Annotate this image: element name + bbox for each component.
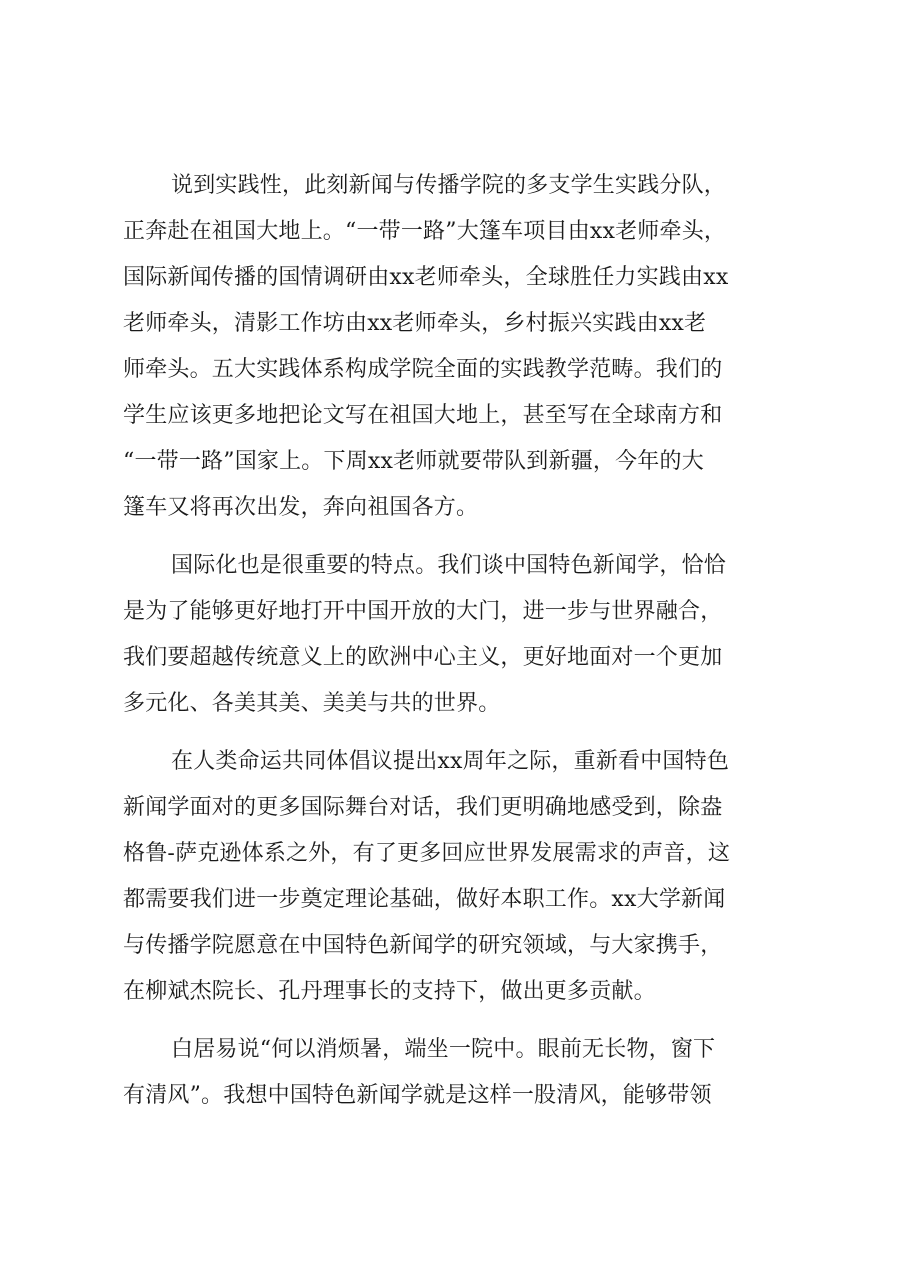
paragraph-1-line-4: 老师牵头，清影工作坊由xx老师牵头，乡村振兴实践由xx老	[123, 311, 707, 336]
paragraph-2-line-4: 多元化、各美其美、美美与共的世界。	[123, 691, 501, 716]
paragraph-4-line-2: 有清风”。我想中国特色新闻学就是这样一股清风，能够带领	[123, 1083, 712, 1108]
paragraph-3-line-3: 格鲁-萨克逊体系之外，有了更多回应世界发展需求的声音，这	[123, 841, 731, 866]
paragraph-2-line-1: 国际化也是很重要的特点。我们谈中国特色新闻学，恰恰	[171, 553, 727, 578]
paragraph-1-line-7: “一带一路”国家上。下周xx老师就要带队到新疆，今年的大	[123, 449, 704, 474]
paragraph-1-line-1: 说到实践性，此刻新闻与传播学院的多支学生实践分队，	[171, 173, 727, 198]
paragraph-3-line-6: 在柳斌杰院长、孔丹理事长的支持下，做出更多贡献。	[123, 979, 656, 1004]
paragraph-3-line-4: 都需要我们进一步奠定理论基础，做好本职工作。xx大学新闻	[123, 887, 726, 912]
paragraph-2-line-2: 是为了能够更好地打开中国开放的大门，进一步与世界融合，	[123, 599, 723, 624]
paragraph-3-line-2: 新闻学面对的更多国际舞台对话，我们更明确地感受到，除盎	[123, 795, 723, 820]
paragraph-3-line-5: 与传播学院愿意在中国特色新闻学的研究领域，与大家携手，	[123, 933, 723, 958]
paragraph-1-line-3: 国际新闻传播的国情调研由xx老师牵头，全球胜任力实践由xx	[123, 265, 729, 290]
paragraph-1-line-5: 师牵头。五大实践体系构成学院全面的实践教学范畴。我们的	[123, 357, 723, 382]
paragraph-4-line-1: 白居易说“何以消烦暑，端坐一院中。眼前无长物，窗下	[171, 1037, 716, 1062]
paragraph-1-line-2: 正奔赴在祖国大地上。“一带一路”大篷车项目由xx老师牵头，	[123, 219, 727, 244]
paragraph-2-line-3: 我们要超越传统意义上的欧洲中心主义，更好地面对一个更加	[123, 645, 723, 670]
paragraph-3-line-1: 在人类命运共同体倡议提出xx周年之际，重新看中国特色	[171, 749, 730, 774]
paragraph-1-line-8: 篷车又将再次出发，奔向祖国各方。	[123, 495, 479, 520]
paragraph-1-line-6: 学生应该更多地把论文写在祖国大地上，甚至写在全球南方和	[123, 403, 723, 428]
